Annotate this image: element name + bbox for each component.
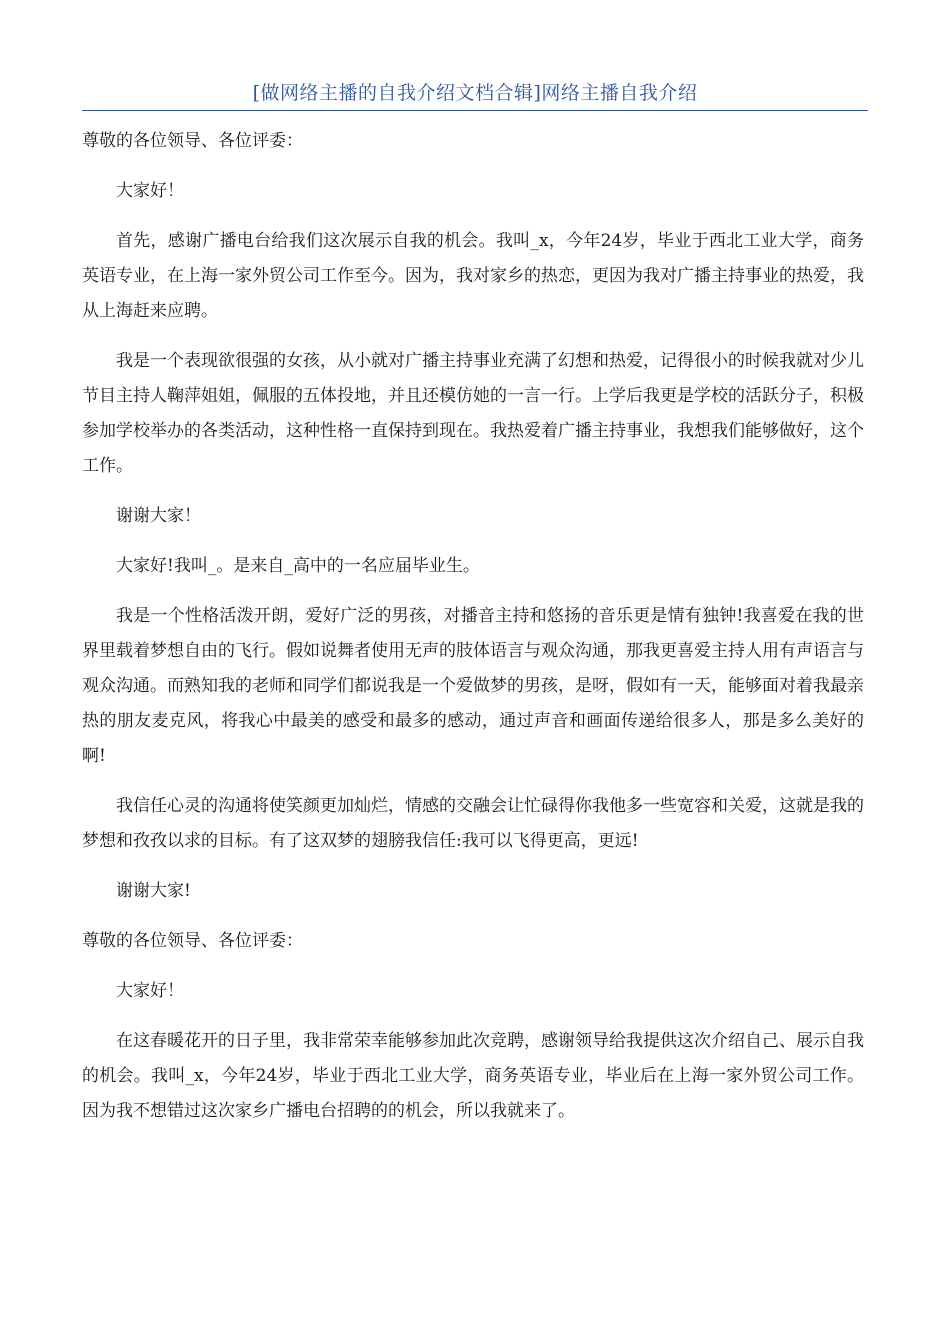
paragraph-dream: 我信任心灵的沟通将使笑颜更加灿烂，情感的交融会让忙碌得你我他多一些宽容和关爱，这就是我的梦想和孜孜以求的目标。有了这双梦的翅膀我信任:我可以飞得更高，更远! [82, 796, 864, 851]
document-header [82, 78, 868, 111]
paragraph-salutation: 尊敬的各位领导、各位评委： [82, 131, 303, 151]
paragraph-greeting-3: 大家好！ [116, 981, 184, 1001]
paragraph-competition: 在这春暖花开的日子里，我非常荣幸能够参加此次竞聘，感谢领导给我提供这次介绍自己、展示自我的机会。我叫_x，今年24岁，毕业于西北工业大学，商务英语专业，毕业后在上海一家外贸公司工作。因为我不想错过这次家乡广播电台招聘的的机会，所以我就来了。 [82, 1031, 864, 1121]
paragraph-hobbies: 我是一个性格活泼开朗，爱好广泛的男孩，对播音主持和悠扬的音乐更是情有独钟!我喜爱在我的世界里载着梦想自由的飞行。假如说舞者使用无声的肢体语言与观众沟通，那我更喜爱主持人用有声语言与观众沟通。而熟知我的老师和同学们都说我是一个爱做梦的男孩，是呀，假如有一天，能够面对着我最亲热的朋友麦克风，将我心中最美的感受和最多的感动，通过声音和画面传递给很多人，那是多么美好的啊! [82, 606, 864, 766]
document-title: [做网络主播的自我介绍文档合辑]网络主播自我介绍 [252, 82, 698, 104]
document-body [82, 124, 864, 1144]
paragraph-greeting: 大家好！ [116, 181, 184, 201]
paragraph-intro: 首先，感谢广播电台给我们这次展示自我的机会。我叫_x，今年24岁，毕业于西北工业大学，商务英语专业，在上海一家外贸公司工作至今。因为，我对家乡的热恋，更因为我对广播主持事业的热爱，我从上海赶来应聘。 [82, 231, 864, 321]
paragraph-salutation-2: 尊敬的各位领导、各位评委： [82, 931, 303, 951]
paragraph-thanks-2: 谢谢大家! [116, 881, 191, 901]
paragraph-thanks: 谢谢大家！ [116, 506, 201, 526]
paragraph-greeting-2: 大家好!我叫_。是来自_高中的一名应届毕业生。 [116, 556, 480, 576]
paragraph-personality: 我是一个表现欲很强的女孩，从小就对广播主持事业充满了幻想和热爱，记得很小的时候我就对少儿节目主持人鞠萍姐姐，佩服的五体投地，并且还模仿她的一言一行。上学后我更是学校的活跃分子，积极参加学校举办的各类活动，这种性格一直保持到现在。我热爱着广播主持事业，我想我们能够做好，这个工作。 [82, 351, 864, 476]
